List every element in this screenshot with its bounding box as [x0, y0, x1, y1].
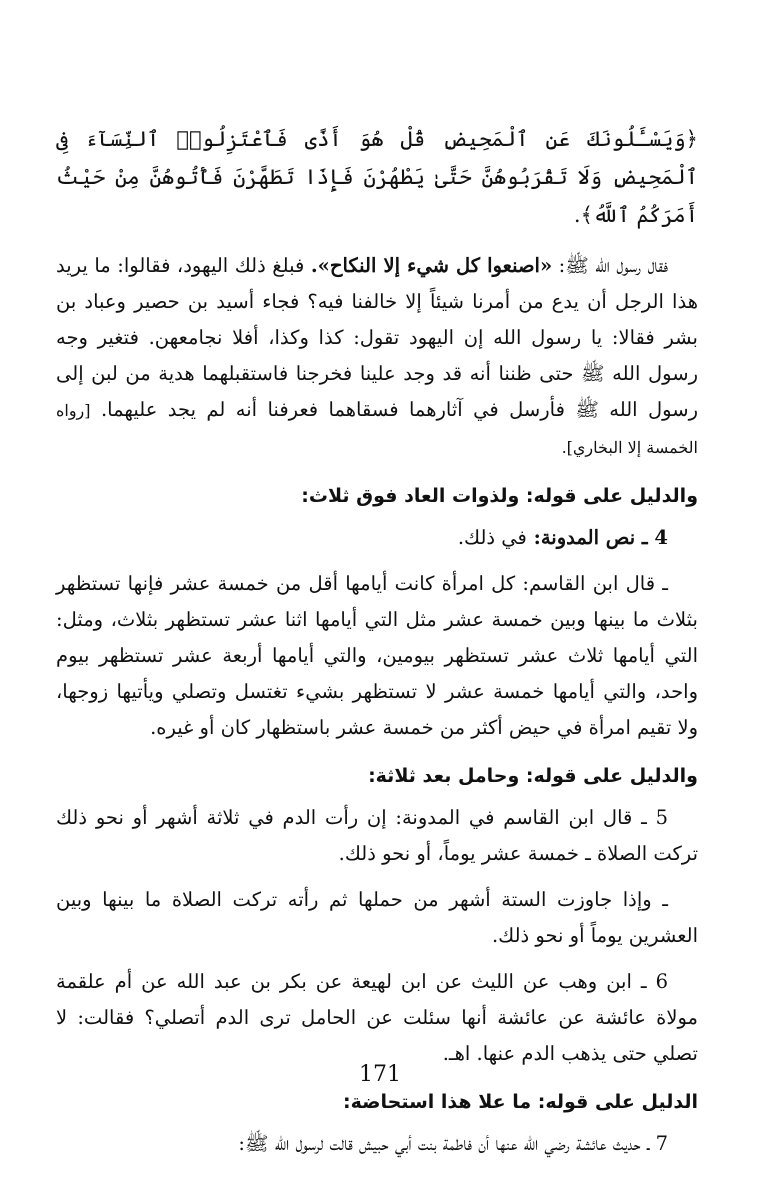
six-months-paragraph: ـ وإذا جاوزت الستة أشهر من حملها ثم رأته تركت الصلاة ما بينها وبين العشرين يوماً أو نحو ذلك. [56, 888, 698, 947]
item-7-paragraph: 7 ـ حديث عائشة رضي الله عنها أن فاطمة بنت أبي حبيش قالت لرسول الله ﷺ: [238, 1132, 668, 1155]
item-4-text: في ذلك. [457, 526, 527, 549]
item-5-paragraph: 5 ـ قال ابن القاسم في المدونة: إن رأت الدم في ثلاثة أشهر أو نحو ذلك تركت الصلاة ـ خمسة عشر يوماً، أو نحو ذلك. [56, 806, 698, 865]
hadith-intro: فقال رسول الله ﷺ: [552, 254, 668, 277]
hadith-paragraph [56, 248, 698, 466]
page-number: 171 [359, 1062, 401, 1087]
item-6-paragraph: 6 ـ ابن وهب عن الليث عن ابن لهيعة عن بكر بن عبد الله عن أم علقمة مولاة عائشة عن عائشة أنها سئلت عن الحامل ترى الدم أتصلي؟ فقالت: لا تصلي حتى يذهب الدم عنها. اهـ. [56, 970, 698, 1065]
quran-verse: ﴿وَيَسْـَٔلُونَكَ عَنِ ٱلْمَحِيضِ قُلْ هُوَ أَذًى فَٱعْتَزِلُوا۟ ٱلنِّسَآءَ فِى ٱلْمَحِيضِ وَلَا تَقْرَبُوهُنَّ حَتَّىٰ يَطْهُرْنَ فَإِذَا تَطَهَّرْنَ فَأْتُوهُنَّ مِنْ حَيْثُ أَمَرَكُمُ ٱللَّهُ﴾. [56, 127, 698, 227]
section-heading-2: والدليل على قوله: وحامل بعد ثلاثة: [368, 765, 698, 787]
hadith-body: فبلغ ذلك اليهود، فقالوا: ما يريد هذا الرجل أن يدع من أمرنا شيئاً إلا خالفنا فيه؟ فجاء أسيد بن حصير وعباد بن بشر فقالا: يا رسول الله إن اليهود تقول: كذا وكذا، أفلا نجامعهن. فتغير وجه رسول الله ﷺ حتى ظننا أنه قد وجد علينا فخرجنا فاستقبلهما هدية من لبن إلى رسول الله ﷺ فأرسل في آثارهما فسقاهما فعرفنا أنه لم يجد عليهما. [56, 254, 698, 421]
item-4-label: 4 ـ نص المدونة: [526, 526, 668, 549]
item-4-line [56, 520, 698, 556]
hadith-source: [رواه الخمسة إلا البخاري]. [56, 401, 698, 457]
section-heading-3: الدليل على قوله: ما علا هذا استحاضة: [343, 1091, 698, 1113]
section-heading-1: والدليل على قوله: ولذوات العاد فوق ثلاث: [301, 485, 698, 507]
ibn-qasim-paragraph: ـ قال ابن القاسم: كل امرأة كانت أيامها أقل من خمسة عشر فإنها تستظهر بثلاث ما بينها وبين خمسة عشر مثل التي أيامها اثنا عشر تستظهر بثلاث، ومثل: التي أيامها ثلاث عشر تستظهر بيومين، والتي أيامها أربعة عشر تستظهر بيوم واحد، والتي أيامها خمسة عشر لا تستظهر بشيء تغتسل وتصلي ويأتيها زوجها، ولا تقيم امرأة في حيض أكثر من خمسة عشر باستظهار كان أو غيره. [56, 572, 698, 739]
hadith-quote: «اصنعوا كل شيء إلا النكاح». [310, 254, 553, 277]
